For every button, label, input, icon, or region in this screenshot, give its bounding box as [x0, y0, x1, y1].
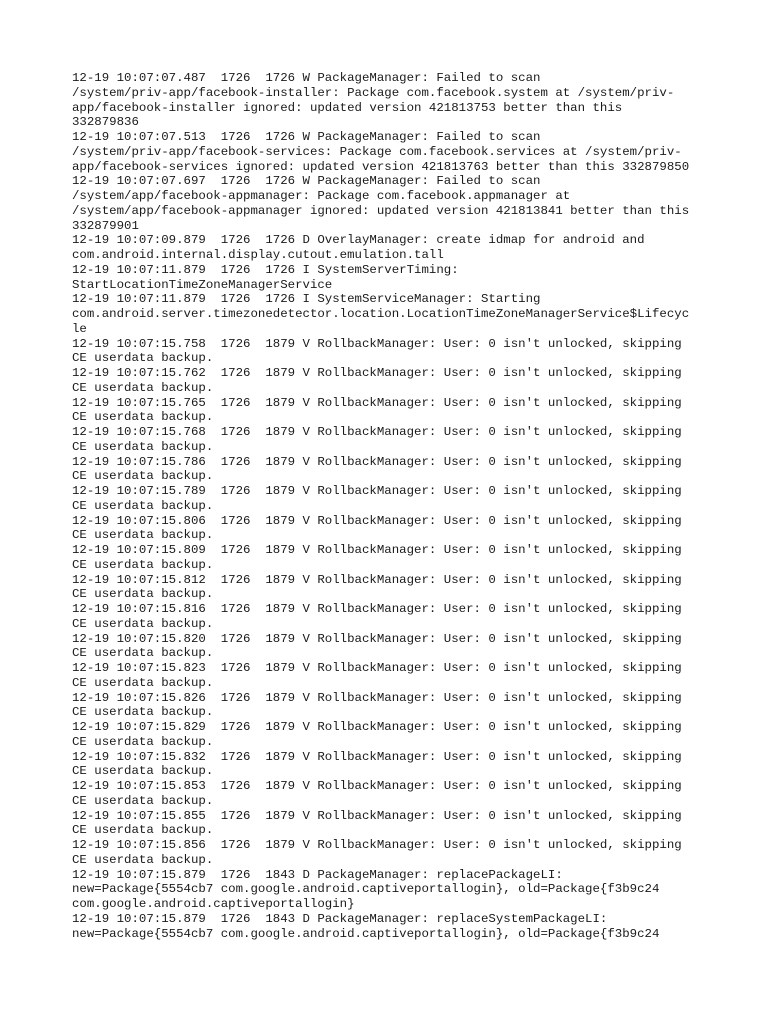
log-line: /system/app/facebook-appmanager: Package com.facebook.appmanager at	[72, 189, 571, 203]
log-line: CE userdata backup.	[72, 351, 214, 366]
log-line: CE userdata backup.	[72, 793, 214, 808]
log-line: new=Package{5554cb7 com.google.android.captiveportallogin}, old=Package{f3b9c24	[72, 882, 660, 897]
log-line: CE userdata backup.	[72, 616, 214, 631]
log-line: /system/app/facebook-appmanager ignored: updated version 421813841 better than this	[72, 203, 690, 218]
log-line: new=Package{5554cb7 com.google.android.captiveportallogin}, old=Package{f3b9c24	[72, 926, 660, 941]
log-line: 12-19 10:07:09.879 1726 1726 D OverlayManager: create idmap for android and	[72, 233, 645, 248]
log-line: 12-19 10:07:15.879 1726 1843 D PackageManager: replaceSystemPackageLI:	[72, 911, 608, 926]
log-line: 12-19 10:07:15.856 1726 1879 V RollbackManager: User: 0 isn't unlocked, skipping	[72, 838, 682, 852]
log-line: 12-19 10:07:15.768 1726 1879 V RollbackManager: User: 0 isn't unlocked, skipping	[72, 425, 682, 439]
log-line: 12-19 10:07:11.879 1726 1726 I SystemServiceManager: Starting	[72, 292, 541, 307]
log-line: com.android.server.timezonedetector.location.LocationTimeZoneManagerService$Lifecyc	[72, 307, 690, 321]
log-line: 12-19 10:07:15.855 1726 1879 V RollbackManager: User: 0 isn't unlocked, skipping	[72, 808, 682, 823]
log-line: CE userdata backup.	[72, 705, 214, 720]
log-line: 12-19 10:07:15.829 1726 1879 V RollbackManager: User: 0 isn't unlocked, skipping	[72, 720, 682, 734]
log-line: 332879836	[72, 115, 139, 130]
log-line: 12-19 10:07:07.487 1726 1726 W PackageManager: Failed to scan	[72, 71, 541, 85]
log-line: CE userdata backup.	[72, 557, 214, 572]
log-line: 12-19 10:07:15.806 1726 1879 V RollbackManager: User: 0 isn't unlocked, skipping	[72, 513, 682, 528]
log-line: 12-19 10:07:15.832 1726 1879 V RollbackManager: User: 0 isn't unlocked, skipping	[72, 749, 682, 764]
log-line: app/facebook-installer ignored: updated version 421813753 better than this	[72, 100, 623, 115]
log-line: CE userdata backup.	[72, 823, 214, 838]
log-line: 12-19 10:07:15.762 1726 1879 V RollbackManager: User: 0 isn't unlocked, skipping	[72, 366, 682, 380]
log-line: com.google.android.captiveportallogin}	[72, 897, 355, 911]
log-document	[72, 71, 712, 941]
log-line: com.android.internal.display.cutout.emulation.tall	[72, 248, 444, 262]
log-line: 12-19 10:07:07.697 1726 1726 W PackageManager: Failed to scan	[72, 174, 541, 189]
log-line: 12-19 10:07:15.823 1726 1879 V RollbackManager: User: 0 isn't unlocked, skipping	[72, 661, 682, 675]
log-line: 12-19 10:07:07.513 1726 1726 W PackageManager: Failed to scan	[72, 130, 541, 144]
log-line: CE userdata backup.	[72, 410, 214, 425]
log-line: CE userdata backup.	[72, 380, 214, 395]
log-line: CE userdata backup.	[72, 498, 214, 513]
log-line: CE userdata backup.	[72, 852, 214, 867]
log-line: CE userdata backup.	[72, 587, 214, 602]
log-line: /system/priv-app/facebook-installer: Package com.facebook.system at /system/priv-	[72, 85, 675, 100]
log-line: 12-19 10:07:11.879 1726 1726 I SystemServerTiming:	[72, 262, 459, 277]
log-line: CE userdata backup.	[72, 528, 214, 543]
log-line: 12-19 10:07:15.879 1726 1843 D PackageManager: replacePackageLI:	[72, 867, 563, 882]
log-line: 12-19 10:07:15.758 1726 1879 V RollbackManager: User: 0 isn't unlocked, skipping	[72, 336, 682, 351]
log-line: CE userdata backup.	[72, 734, 214, 749]
log-line: CE userdata backup.	[72, 764, 214, 779]
log-line: 12-19 10:07:15.789 1726 1879 V RollbackManager: User: 0 isn't unlocked, skipping	[72, 484, 682, 498]
log-line: 12-19 10:07:15.853 1726 1879 V RollbackManager: User: 0 isn't unlocked, skipping	[72, 779, 682, 793]
log-line: /system/priv-app/facebook-services: Package com.facebook.services at /system/priv-	[72, 144, 682, 159]
log-line: app/facebook-services ignored: updated version 421813763 better than this 332879850	[72, 159, 690, 174]
log-line: StartLocationTimeZoneManagerService	[72, 277, 333, 292]
log-line: 12-19 10:07:15.765 1726 1879 V RollbackManager: User: 0 isn't unlocked, skipping	[72, 395, 682, 410]
log-line: le	[72, 321, 87, 336]
log-line: CE userdata backup.	[72, 675, 214, 690]
log-line: CE userdata backup.	[72, 469, 214, 484]
log-line: 12-19 10:07:15.812 1726 1879 V RollbackManager: User: 0 isn't unlocked, skipping	[72, 572, 682, 587]
log-line: 12-19 10:07:15.786 1726 1879 V RollbackManager: User: 0 isn't unlocked, skipping	[72, 454, 682, 469]
log-line: 332879901	[72, 218, 139, 233]
log-line: CE userdata backup.	[72, 646, 214, 661]
log-line: 12-19 10:07:15.816 1726 1879 V RollbackManager: User: 0 isn't unlocked, skipping	[72, 602, 682, 616]
log-line: CE userdata backup.	[72, 439, 214, 454]
log-line: 12-19 10:07:15.820 1726 1879 V RollbackManager: User: 0 isn't unlocked, skipping	[72, 631, 682, 646]
log-line: 12-19 10:07:15.809 1726 1879 V RollbackManager: User: 0 isn't unlocked, skipping	[72, 543, 682, 557]
log-line: 12-19 10:07:15.826 1726 1879 V RollbackManager: User: 0 isn't unlocked, skipping	[72, 690, 682, 705]
